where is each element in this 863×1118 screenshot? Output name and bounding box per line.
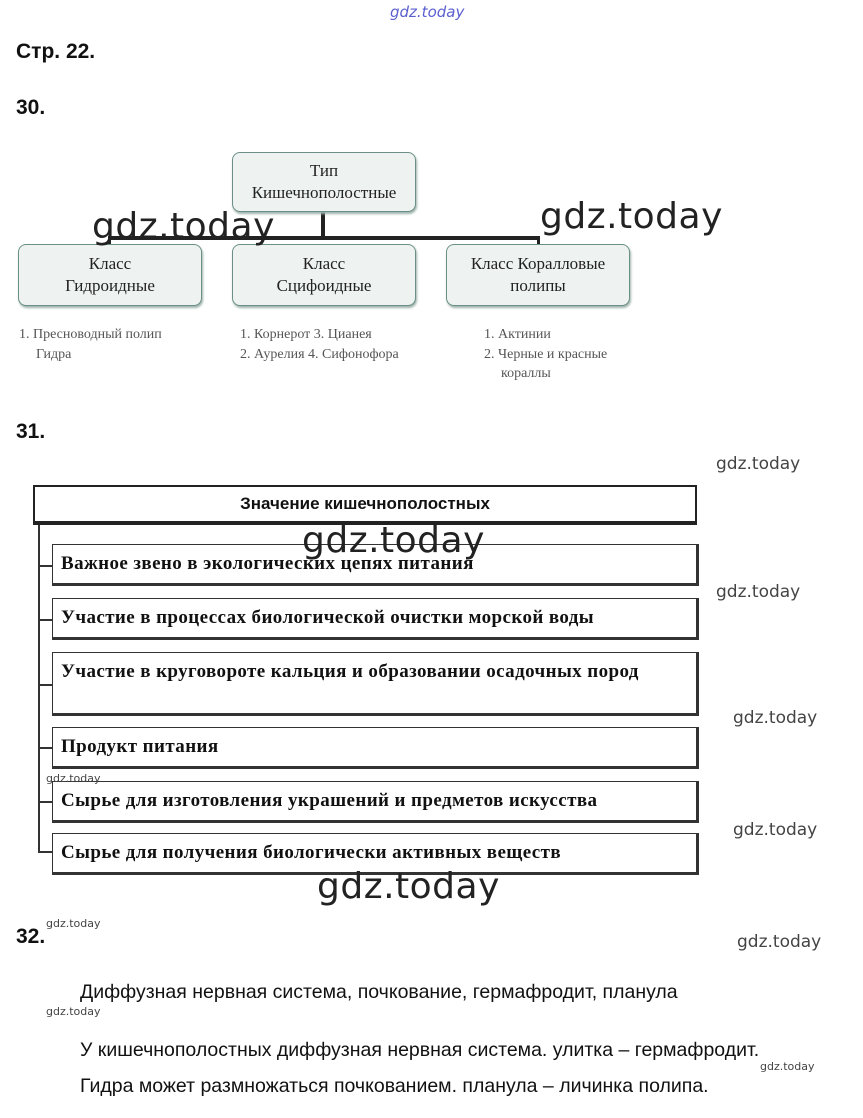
watermark: gdz.today: [737, 932, 822, 952]
answer-line: Диффузная нервная система, почкование, гермафродит, планула: [80, 981, 678, 1003]
bracket-tick: [38, 747, 52, 749]
task-31-number: 31.: [16, 420, 46, 443]
watermark: gdz.today: [302, 520, 485, 561]
list-item: 1. Пресноводный полип: [19, 327, 162, 342]
watermark: gdz.today: [46, 1005, 101, 1018]
class-label: Класс Коралловые: [470, 253, 606, 273]
class-label: Сцифоидные: [276, 276, 372, 295]
watermark: gdz.today: [92, 206, 275, 247]
task-30-number: 30.: [16, 96, 46, 119]
watermark: gdz.today: [760, 1060, 815, 1073]
list-item: 2. Черные и красные: [484, 346, 608, 362]
class-box-scyphoid: [232, 244, 416, 306]
class-label: Гидроидные: [65, 276, 155, 295]
bracket-tick: [38, 565, 52, 567]
list-item: Гидра: [36, 346, 72, 362]
watermark: gdz.today: [46, 917, 101, 930]
watermark: gdz.today: [540, 196, 723, 237]
class-box-coral: [446, 244, 630, 306]
watermark: gdz.today: [317, 866, 500, 907]
answer-line: У кишечнополостных диффузная нервная система. улитка – гермафродит.: [80, 1039, 760, 1061]
significance-item: Сырье для изготовления украшений и предметов искусства: [52, 781, 699, 823]
watermark: gdz.today: [46, 772, 101, 785]
root-box: [232, 152, 416, 212]
bracket-tick: [38, 619, 52, 621]
answer-line: Гидра может размножаться почкованием. планула – личинка полипа.: [80, 1075, 709, 1097]
watermark: gdz.today: [716, 582, 801, 602]
bracket-tick: [38, 851, 52, 853]
significance-item: Важное звено в экологических цепях питания: [52, 544, 699, 586]
significance-title: Значение кишечнополостных: [33, 485, 697, 525]
significance-item: Участие в круговороте кальция и образовании осадочных пород: [52, 652, 699, 716]
watermark: gdz.today: [733, 708, 818, 728]
significance-item: Сырье для получения биологически активных веществ: [52, 833, 699, 875]
class-label: Класс: [302, 253, 346, 273]
watermark: gdz.today: [390, 3, 465, 21]
bracket-tick: [38, 684, 52, 686]
class-label: Класс: [88, 253, 132, 273]
bracket-line: [38, 525, 40, 853]
watermark: gdz.today: [716, 454, 801, 474]
class-label: полипы: [510, 276, 566, 295]
class-list-coral: [484, 325, 607, 384]
list-item: 1. Актинии: [484, 327, 551, 342]
class-box-hydroid: [18, 244, 202, 306]
list-item: 2. Аурелия 4. Сифонофора: [240, 346, 399, 362]
bracket-tick: [38, 801, 52, 803]
significance-item: Участие в процессах биологической очистки морской воды: [52, 598, 699, 640]
list-item: 1. Корнерот 3. Цианея: [240, 327, 372, 342]
class-list-scyphoid: [240, 325, 399, 364]
watermark: gdz.today: [733, 820, 818, 840]
root-line-2: Кишечнополостные: [251, 183, 397, 202]
page-label: Стр. 22.: [16, 40, 96, 63]
significance-item: Продукт питания: [52, 727, 699, 769]
root-line-1: Тип: [309, 160, 339, 180]
class-list-hydroid: [19, 325, 162, 364]
task-32-number: 32.: [16, 925, 46, 948]
list-item: кораллы: [501, 366, 551, 382]
